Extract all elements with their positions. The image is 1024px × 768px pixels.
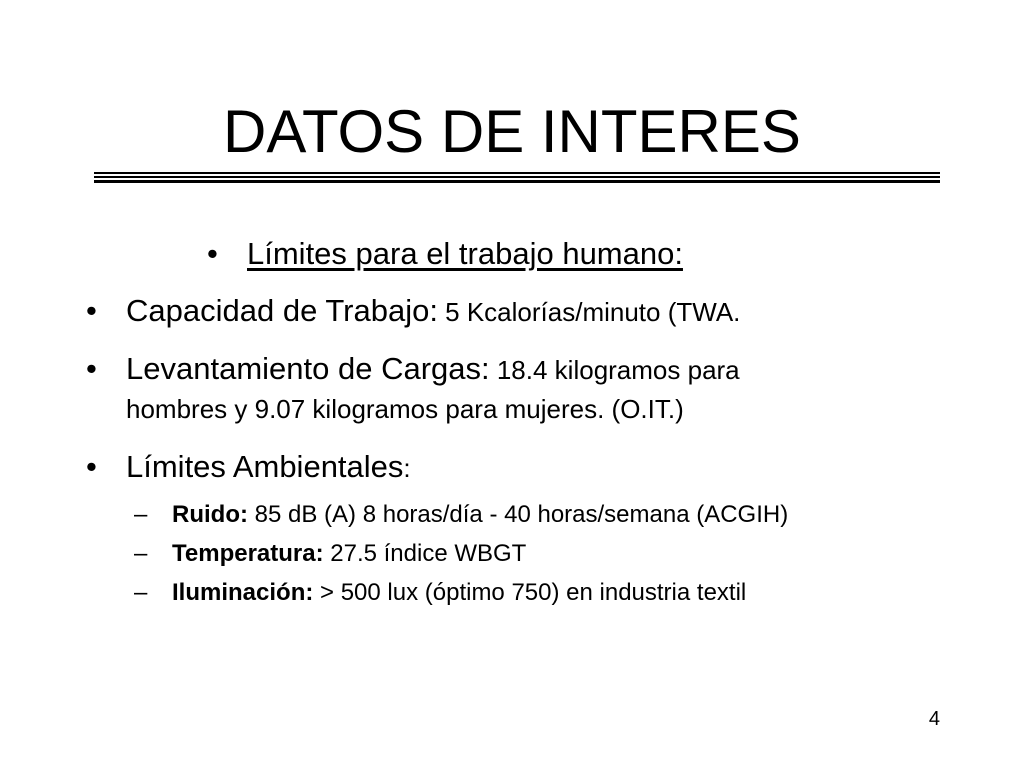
sub-bullet-label: Iluminación: — [172, 579, 314, 606]
sub-bullet-value: 85 dB (A) 8 horas/día - 40 horas/semana (ACGIH) — [247, 501, 789, 528]
sub-bullet-value: 27.5 índice WBGT — [323, 540, 527, 567]
bullet-label: Límites Ambientales — [126, 449, 404, 484]
bullet-value: 5 Kcalorías/minuto (TWA. — [437, 297, 741, 327]
sub-bullet-dash: – — [134, 501, 148, 528]
sub-bullet-dash: – — [134, 540, 148, 567]
bullet-value: 18.4 kilogramos para — [489, 355, 740, 385]
page-number: 4 — [928, 708, 940, 730]
bullet-text — [126, 448, 411, 487]
bullet-dot: • — [207, 236, 218, 271]
sub-bullet-text — [172, 539, 526, 569]
title-underline-rule — [94, 172, 940, 186]
bullet-text — [126, 350, 740, 389]
sub-bullet-value: > 500 lux (óptimo 750) en industria textil — [313, 579, 747, 606]
bullet-text — [126, 292, 740, 331]
bullet-label: Capacidad de Trabajo: — [126, 293, 438, 328]
bullet-value: : — [403, 453, 411, 483]
bullet-dot: • — [86, 449, 97, 484]
sub-bullet-label: Temperatura: — [172, 540, 324, 567]
sub-bullet-label: Ruido: — [172, 501, 248, 528]
sub-bullet-dash: – — [134, 579, 148, 606]
bullet-label: Levantamiento de Cargas: — [126, 351, 490, 386]
bullet-dot: • — [86, 351, 97, 386]
bullet-value-continuation: hombres y 9.07 kilogramos para mujeres. (O.IT.) — [126, 394, 684, 424]
bullet-dot: • — [86, 293, 97, 328]
bullet-text: Límites para el trabajo humano: — [247, 236, 683, 271]
slide-title: DATOS DE INTERES — [223, 98, 801, 165]
sub-bullet-text — [172, 500, 788, 530]
sub-bullet-text — [172, 578, 746, 608]
